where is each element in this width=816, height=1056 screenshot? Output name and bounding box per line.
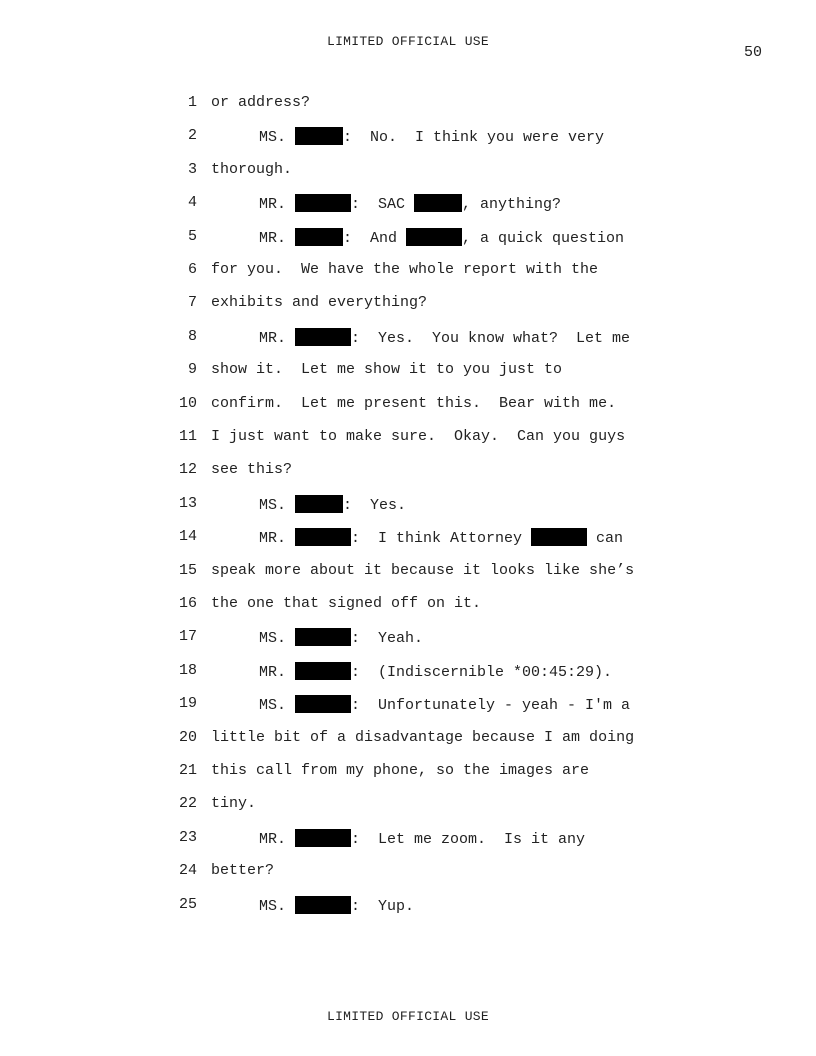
- text-segment: MS.: [259, 697, 296, 715]
- line-text: [259, 896, 414, 915]
- line-number: 18: [178, 661, 197, 679]
- text-segment: better?: [211, 862, 275, 880]
- redaction-box: [295, 528, 351, 546]
- text-segment: MR.: [259, 229, 296, 247]
- line-text: [211, 94, 310, 111]
- text-segment: : I think Attorney: [351, 530, 532, 548]
- redaction-box: [295, 228, 343, 246]
- line-number: 25: [178, 895, 197, 913]
- text-segment: MR.: [259, 663, 296, 681]
- text-segment: tiny.: [211, 795, 257, 813]
- text-segment: for you. We have the whole report with the: [211, 261, 599, 278]
- text-segment: thorough.: [211, 160, 293, 178]
- line-text: [211, 395, 616, 412]
- text-segment: : (Indiscernible *00:45:29).: [351, 663, 613, 681]
- line-text: [211, 161, 292, 178]
- line-number: 22: [178, 795, 197, 813]
- line-text: [259, 528, 623, 547]
- line-number: 5: [187, 227, 197, 245]
- text-segment: can: [587, 530, 624, 548]
- text-segment: : Yes.: [343, 496, 407, 514]
- redaction-box: [295, 829, 351, 847]
- line-text: [211, 762, 589, 779]
- text-segment: this call from my phone, so the images are: [211, 762, 590, 779]
- line-number: 10: [178, 394, 197, 412]
- redaction-box: [531, 528, 587, 546]
- line-number: 15: [178, 561, 197, 579]
- line-text: [259, 829, 585, 848]
- text-segment: MR.: [259, 830, 296, 848]
- text-segment: show it. Let me show it to you just to: [211, 361, 563, 379]
- text-segment: MS.: [259, 897, 296, 915]
- line-number: 16: [178, 595, 197, 612]
- line-text: [211, 294, 427, 311]
- line-text: [211, 428, 625, 445]
- line-number: 23: [178, 828, 197, 846]
- line-number: 14: [178, 528, 197, 546]
- line-text: [259, 328, 630, 347]
- line-number: 6: [187, 261, 197, 278]
- redaction-box: [295, 127, 343, 145]
- text-segment: : Yeah.: [351, 630, 424, 648]
- line-number: 20: [178, 728, 197, 746]
- text-segment: see this?: [211, 461, 293, 479]
- line-number: 12: [178, 461, 197, 479]
- line-number: 21: [178, 762, 197, 779]
- line-number: 19: [178, 695, 197, 713]
- line-text: [259, 695, 630, 714]
- text-segment: exhibits and everything?: [211, 294, 428, 312]
- line-number: 7: [187, 294, 197, 312]
- redaction-box: [295, 495, 343, 513]
- text-segment: : And: [343, 229, 407, 247]
- line-text: [211, 361, 562, 378]
- line-number: 17: [178, 628, 197, 646]
- line-number: 2: [187, 127, 197, 145]
- line-text: [211, 261, 598, 278]
- line-number: 3: [187, 160, 197, 178]
- page-number: 50: [743, 44, 762, 61]
- redaction-box: [295, 194, 351, 212]
- line-text: [211, 729, 634, 746]
- text-segment: , a quick question: [462, 229, 625, 247]
- line-text: [259, 127, 604, 146]
- text-segment: confirm. Let me present this. Bear with me.: [211, 394, 617, 412]
- text-segment: MS.: [259, 630, 296, 648]
- line-number: 8: [187, 327, 197, 345]
- line-number: 13: [178, 494, 197, 512]
- line-text: [259, 194, 561, 213]
- line-text: [211, 595, 481, 612]
- line-text: [259, 495, 406, 514]
- header-classification: LIMITED OFFICIAL USE: [326, 34, 490, 49]
- line-number: 11: [178, 428, 197, 445]
- redaction-box: [295, 662, 351, 680]
- text-segment: , anything?: [462, 196, 562, 214]
- text-segment: : Unfortunately - yeah - I'm a: [351, 697, 631, 715]
- line-text: [211, 862, 274, 879]
- line-text: [259, 228, 624, 247]
- text-segment: : No. I think you were very: [343, 129, 605, 147]
- text-segment: : Yup.: [351, 897, 415, 915]
- text-segment: : Let me zoom. Is it any: [351, 830, 586, 848]
- line-number: 4: [187, 194, 197, 212]
- line-text: [211, 461, 292, 478]
- text-segment: MR.: [259, 530, 296, 548]
- text-segment: : SAC: [351, 196, 415, 214]
- redaction-box: [295, 896, 351, 914]
- redaction-box: [406, 228, 462, 246]
- line-text: [211, 795, 256, 812]
- text-segment: MR.: [259, 196, 296, 214]
- text-segment: MR.: [259, 329, 296, 347]
- line-number: 9: [187, 361, 197, 379]
- text-segment: speak more about it because it looks like she’s: [211, 561, 635, 579]
- text-segment: or address?: [211, 94, 311, 111]
- text-segment: little bit of a disadvantage because I am doing: [211, 728, 635, 746]
- text-segment: MS.: [259, 129, 296, 147]
- line-number: 24: [178, 862, 197, 880]
- redaction-box: [414, 194, 462, 212]
- line-text: [259, 662, 612, 681]
- redaction-box: [295, 328, 351, 346]
- redaction-box: [295, 628, 351, 646]
- line-text: [211, 562, 634, 579]
- line-text: [259, 628, 423, 647]
- text-segment: MS.: [259, 496, 296, 514]
- text-segment: the one that signed off on it.: [211, 595, 482, 612]
- text-segment: : Yes. You know what? Let me: [351, 329, 631, 347]
- text-segment: I just want to make sure. Okay. Can you guys: [211, 428, 626, 445]
- line-number: 1: [187, 94, 197, 111]
- footer-classification: LIMITED OFFICIAL USE: [326, 1009, 490, 1024]
- redaction-box: [295, 695, 351, 713]
